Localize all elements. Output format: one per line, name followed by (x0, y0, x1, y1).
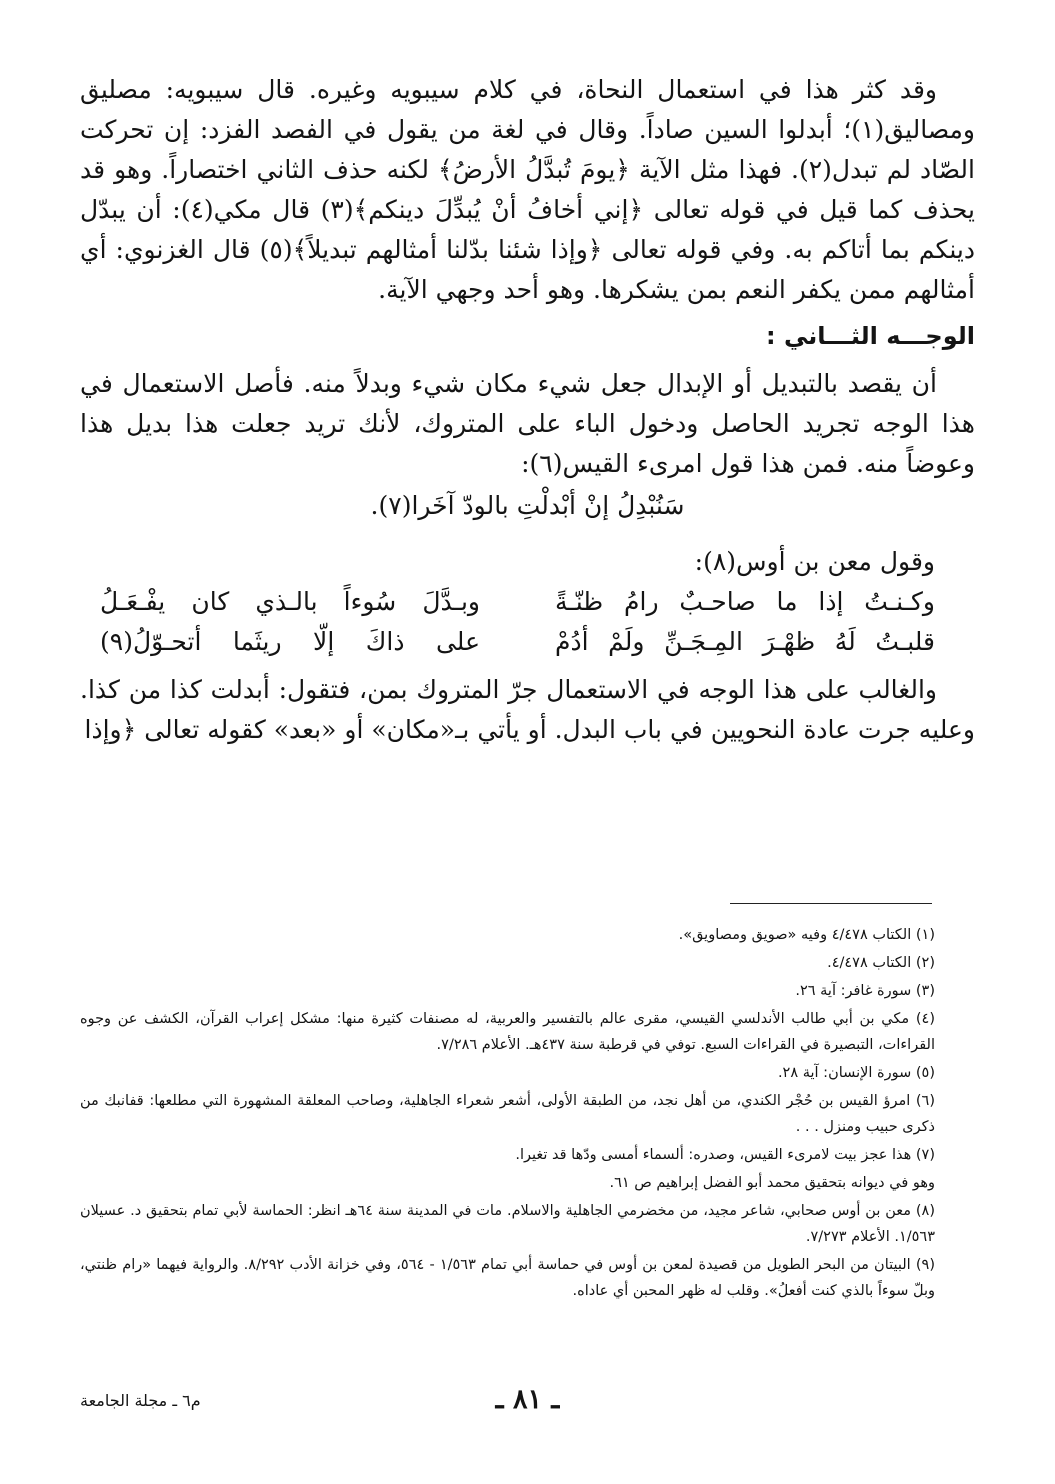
page-footer (0, 1382, 1055, 1422)
couplet-2-first-hemistich: قلبـتُ لَهُ ظهْـرَ المِـجَـنِّ ولَمْ أدُمْ (555, 627, 935, 656)
footnote: (٤) مكي بن أبي طالب الأندلسي القيسي، مقرى عالم بالتفسير والعربية، له مصنفات كثيرة منها: مشكل إعراب القرآن، الكشف عن وجوه القراءات، التبصيرة في القراءات السبع. توفي في قرطبة سنة ٤٣٧هـ. الأعلام ٧/٢٨٦. (80, 1011, 935, 1053)
couplet-2 (80, 622, 975, 662)
footnote: (١) الكتاب ٤/٤٧٨ وفيه «صويق ومصاويق». (678, 927, 935, 943)
paragraph-2: أن يقصد بالتبديل أو الإبدال جعل شيء مكان شيء وبدلاً منه. فأصل الاستعمال في هذا الوجه تجريد الحاصل ودخول الباء على المتروك، لأنك تريد جعلت هذا بديل هذا وعوضاً منه. فمن هذا قول امرىء القيس(٦): (80, 369, 975, 478)
footnote: (٥) سورة الإنسان: آية ٢٨. (777, 1065, 935, 1081)
couplet-1 (80, 582, 975, 622)
section-heading: الوجـــه الثـــاني : (765, 322, 975, 350)
footnote: (٣) سورة غافر: آية ٢٦. (795, 983, 935, 999)
paragraph-1: وقد كثر هذا في استعمال النحاة، في كلام سيبويه وغيره. قال سيبويه: مصليق ومصاليق(١)؛ أبدلوا السين صاداً. وقال في لغة من يقول في الفصد الفزد: إن تحركت الصّاد لم تبدل(٢). فهذا مثل الآية ﴿يومَ تُبدَّلُ الأرضُ﴾ لكنه حذف الثاني اختصاراً. وهو قد يحذف كما قيل في قوله تعالى ﴿إني أخافُ أنْ يُبدِّلَ دينكم﴾(٣) قال مكي(٤): أن يبدّل دينكم بما أتاكم به. وفي قوله تعالى ﴿وإذا شئنا بدّلنا أمثالهم تبديلاً﴾(٥) قال الغزنوي: أي أمثالهم ممن يكفر النعم بمن يشكرها. وهو أحد وجهي الآية. (80, 75, 976, 304)
verse-intro: وقول معن بن أوس(٨): (694, 547, 935, 576)
journal-signature: م٦ ـ مجلة الجامعة (80, 1391, 201, 1410)
verse-line: سَنُبْدِلُ إنْ أبْدلْتِ بالودّ آخَرا(٧). (370, 491, 685, 520)
footnote: (٦) امرؤ القيس بن حُجْر الكندي، من أهل نجد، من الطبقة الأولى، أشعر شعراء الجاهلية، وصاحب المعلقة المشهورة التي مطلعها: قفانبك من ذكرى حبيب ومنزل . . . (80, 1093, 935, 1135)
footnote: (٩) البيتان من البحر الطويل من قصيدة لمعن بن أوس في حماسة أبي تمام ١/٥٦٣ - ٥٦٤، وفي خزانة الأدب ٨/٢٩٢. والرواية فيهما «رام ظنتي، وبلّ سوءاً بالذي كنت أفعلُ». وقلب له ظهر المحبن أي عاداه. (80, 1257, 935, 1299)
footnote: (٢) الكتاب ٤/٤٧٨. (827, 955, 935, 971)
main-text (80, 70, 975, 750)
footnote-separator (730, 903, 932, 904)
couplet-1-first-hemistich: وكـنـتُ إذا ما صاحـبٌ رامُ ظنّـةً (555, 587, 935, 616)
couplet-2-second-hemistich: على ذاكَ إلّا ريثَما أتحـوّلُ(٩) (100, 627, 480, 656)
footnote: (٧) هذا عجز بيت لامرىء القيس، وصدره: ألسماء أمسى ودّها قد تغيرا. (515, 1147, 935, 1163)
poem-couplets (80, 582, 975, 662)
paragraph-3: والغالب على هذا الوجه في الاستعمال جرّ المتروك بمن، فتقول: أبدلت كذا من كذا. وعليه جرت عادة النحويين في باب البدل. أو يأتي بـ«مكان» أو «بعد» كقوله تعالى ﴿وإذا (80, 675, 975, 744)
footnotes (80, 920, 935, 1306)
page-number: ـ ٨١ ـ (495, 1384, 560, 1415)
footnote-continuation: وهو في ديوانه بتحقيق محمد أبو الفضل إبراهيم ص ٦١. (609, 1175, 935, 1191)
footnote: (٨) معن بن أوس صحابي، شاعر مجيد، من مخضرمي الجاهلية والاسلام. مات في المدينة سنة ٦٤هـ انظر: الحماسة لأبي تمام بتحقيق د. عسيلان ١/٥٦٣. الأعلام ٧/٢٧٣. (80, 1203, 935, 1245)
couplet-1-second-hemistich: وبـدَّلَ سُوءاً بالـذي كان يفْـعَـلُ (100, 587, 480, 616)
